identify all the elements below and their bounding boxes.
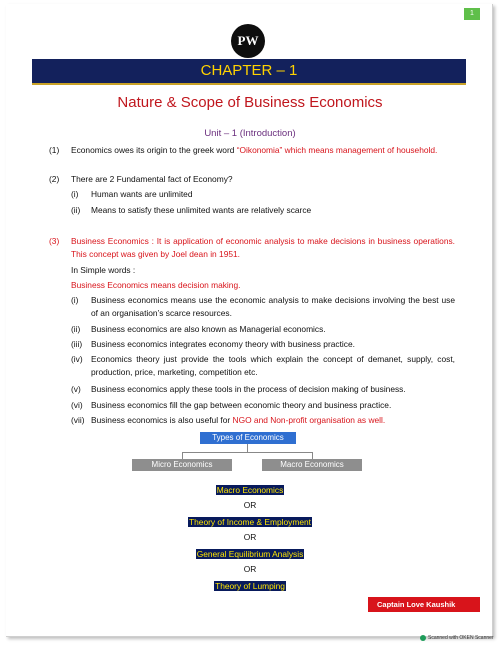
highlight-text: Theory of Income & Employment	[189, 517, 311, 527]
page-title: Nature & Scope of Business Economics	[117, 94, 383, 111]
connector-right	[312, 452, 313, 459]
sub-text: Means to satisfy these unlimited wants are relatively scarce	[91, 205, 312, 215]
sub-text: Business economics integrates economy theory with business practice.	[91, 339, 355, 349]
sub-text: Economics theory just provide the tools which explain the concept of demanet, supply, cost, production, price, marketing, competition etc.	[91, 354, 455, 377]
sub-number: (vi)	[71, 400, 83, 410]
point-1-number: (1)	[49, 145, 60, 155]
sub-number: (ii)	[71, 324, 81, 334]
page-number: 1	[464, 8, 480, 20]
sub-number: (vii)	[71, 415, 85, 425]
definition: Business Economics means decision making.	[71, 280, 241, 290]
point-2-text: There are 2 Fundamental fact of Economy?	[71, 174, 233, 184]
macro-economics-box: Macro Economics	[262, 459, 362, 471]
micro-economics-box: Micro Economics	[132, 459, 232, 471]
point-1-text	[71, 144, 455, 157]
or-separator: OR	[243, 500, 257, 510]
sub-text: Business economics apply these tools in the process of decision making of business.	[91, 384, 406, 394]
point-1-text-red: “Oikonomia” which means management of household.	[236, 145, 438, 155]
sub-number: (iv)	[71, 354, 83, 364]
sub-text-red: NGO and Non-profit organisation as well.	[232, 415, 386, 425]
scanner-watermark	[420, 635, 494, 641]
sub-number: (v)	[71, 384, 81, 394]
or-separator: OR	[243, 532, 257, 542]
sub-text: Human wants are unlimited	[91, 189, 193, 199]
sub-text: Business economics means use the economic analysis to make decisions involving the best use of an organisation’s scarce resources.	[91, 295, 455, 318]
highlight-text: Macro Economics	[216, 485, 284, 495]
point-1-text-black: Economics owes its origin to the greek word	[71, 145, 237, 155]
connector-vertical	[247, 444, 248, 452]
connector-horizontal	[182, 452, 313, 453]
logo-text: PW	[237, 33, 259, 48]
sub-text: Business economics are also known as Managerial economics.	[91, 324, 326, 334]
chapter-banner: CHAPTER – 1	[32, 59, 466, 85]
simple-words-label: In Simple words :	[71, 265, 136, 275]
connector-left	[182, 452, 183, 459]
scanner-icon	[420, 635, 426, 641]
sub-text: Business economics fill the gap between economic theory and business practice.	[91, 400, 392, 410]
types-of-economics-box: Types of Economics	[200, 432, 296, 444]
point-3-number: (3)	[49, 236, 60, 246]
or-separator: OR	[243, 564, 257, 574]
sub-number: (iii)	[71, 339, 83, 349]
highlight-text: Theory of Lumping	[215, 581, 285, 591]
sub-number: (i)	[71, 189, 79, 199]
unit-heading: Unit – 1 (Introduction)	[204, 128, 296, 139]
point-3-text: Business Economics : It is application of economic analysis to make decisions in business operations. This concept was given by Joel dean in 1951.	[71, 236, 455, 259]
sub-number: (ii)	[71, 205, 81, 215]
highlight-item-1	[0, 484, 500, 496]
sub-text	[91, 414, 455, 427]
highlight-item-4	[0, 580, 500, 592]
sub-number: (i)	[71, 295, 79, 305]
author-badge: Captain Love Kaushik	[368, 597, 480, 612]
point-2-number: (2)	[49, 174, 60, 184]
highlight-item-2	[0, 516, 500, 528]
scanner-text: Scanned with OKEN Scanner	[428, 635, 494, 641]
highlight-item-3	[0, 548, 500, 560]
sub-text-black: Business economics is also useful for	[91, 415, 233, 425]
pw-logo	[231, 24, 265, 58]
highlight-text: General Equilibrium Analysis	[196, 549, 304, 559]
